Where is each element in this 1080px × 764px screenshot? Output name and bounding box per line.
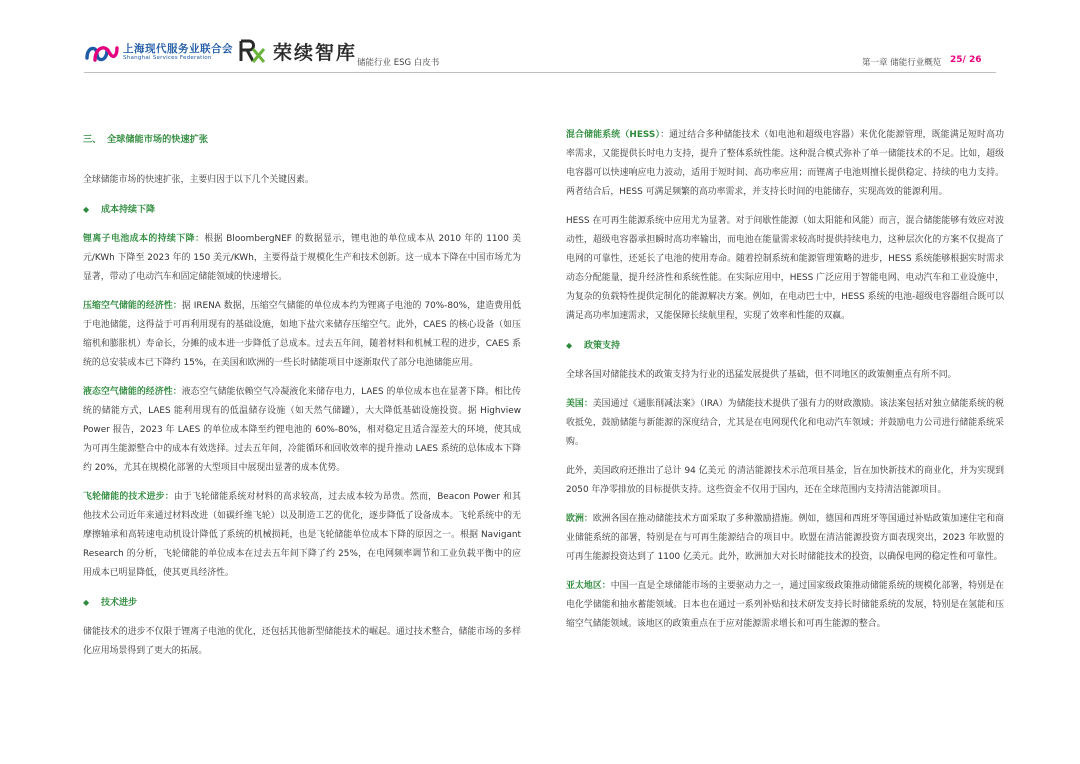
paragraph-body: 液态空气储能依赖空气冷凝液化来储存电力，LAES 的单位成本也在显著下降。相比传统的储能方式，LAES 能利用现有的低温储存设施（如天然气储罐），大大降低基础设施投资。据 Highview Power 报告，2023 年 LAES 的单位成本降至约锂电池的 60%-80%，相对稳定且适合湿差大的环境，使其成为可再生能源整合中的成本有效选择。过去五年间，冷能循环和回收效率的提升推动 LAES 系统的总体成本下降约 20%，尤其在规模化部署的大型项目中展现出显著的成本优势。 [83, 387, 522, 473]
paragraph-flywheel [83, 488, 521, 583]
header-divider [84, 72, 996, 73]
paragraph-lead: 欧洲： [566, 514, 593, 524]
right-column [566, 126, 1004, 644]
section-title: 全球储能市场的快速扩张 [107, 134, 209, 145]
document-title: 储能行业 ESG 白皮书 [357, 58, 440, 68]
paragraph-lead: 亚太地区： [566, 581, 611, 591]
subheading-tech [83, 593, 521, 613]
paragraph-hess-application: HESS 在可再生能源系统中应用尤为显著。对于间歇性能源（如太阳能和风能）而言，混合储能能够有效应对波动性，超级电容器承担瞬时高功率输出，而电池在能量需求较高时提供持续电力，这种层次化的方案不仅提高了电网的可靠性，还延长了电池的使用寿命。随着控制系统和能源管理策略的进步，HESS 系统能够根据实时需求动态分配能量，提升经济性和系统性能。在实际应用中，HESS 广泛应用于智能电网、电动汽车和工业设施中，为复杂的负载特性提供定制化的能源解决方案。例如，在电动巴士中，HESS 系统的电池-超级电容器组合既可以满足高功率加速需求，又能保障长续航里程，实现了效率和性能的双赢。 [566, 216, 1004, 321]
paragraph-lead: 锂离子电池成本的持续下降： [83, 234, 205, 244]
subheading-cost [83, 200, 521, 220]
paragraph-laes [83, 383, 521, 478]
section-number: 三、 [83, 134, 102, 145]
paragraph-apac [566, 577, 1004, 634]
paragraph-lithium [83, 230, 521, 287]
paragraph-body: 据 IRENA 数据，压缩空气储能的单位成本约为锂离子电池的 70%-80%，建造费用低于电池储能，这得益于可再利用现有的基础设施，如地下盐穴来储存压缩空气。此外，CAES 的核心设备（如压缩机和膨胀机）寿命长，分摊的成本进一步降低了总成本。过去五年间，随着材料和机械工程的进步，CAES 系统的总安装成本已下降约 15%，在美国和欧洲的一些长时储能项目中逐渐取代了部分电池储能应用。 [83, 301, 522, 368]
paragraph-lead: 压缩空气储能的经济性： [83, 301, 182, 311]
paragraph-body: 美国通过《通胀削减法案》（IRA）为储能技术提供了强有力的财政激励。该法案包括对独立储能系统的税收抵免，鼓励储能与新能源的深度结合，尤其是在电网现代化和电动汽车领域；并鼓励电力公司进行储能系统采购。 [566, 399, 1005, 447]
paragraph-lead: 液态空气储能的经济性： [83, 387, 182, 397]
subheading-label: 成本持续下降 [101, 205, 156, 215]
federation-logo-icon [84, 38, 120, 66]
org-name-cn: 上海现代服务业联合会 [123, 43, 233, 55]
subheading-label: 技术进步 [101, 598, 138, 608]
paragraph-body: 中国一直是全球储能市场的主要驱动力之一，通过国家级政策推动储能系统的规模化部署，特别是在电化学储能和抽水蓄能领域。日本也在通过一系列补贴和技术研发支持长时储能系统的发展，特别是在氢能和压缩空气储能领域。该地区的政策重点在于应对能源需求增长和可再生能源的整合。 [566, 581, 1004, 629]
page-header [0, 0, 1080, 80]
chapter-title: 第一章 储能行业概览 [862, 58, 942, 68]
subheading-label: 政策支持 [584, 341, 621, 351]
paragraph-body: ：通过结合多种储能技术（如电池和超级电容器）来优化能源管理，既能满足短时高功率需求，又能提供长时电力支持，提升了整体系统性能。这种混合模式弥补了单一储能技术的不足。比如，超级电容器可以快速响应电力波动，适用于短时间、高功率应用；而锂离子电池则擅长提供稳定、持续的电力支持。两者结合后，HESS 可满足频繁的高功率需求，并支持长时间的电能储存，实现高效的能源利用。 [566, 130, 1004, 197]
section-heading [83, 130, 521, 149]
paragraph-lead: 混合储能系统（HESS） [566, 130, 661, 140]
paragraph-hess [566, 126, 1004, 202]
paragraph-body: 根据 BloombergNEF 的数据显示，锂电池的单位成本从 2010 年的 1100 美元/KWh 下降至 2023 年的 150 美元/KWh，主要得益于规模化生产和技术创新。这一成本下降在中国市场尤为显著，带动了电动汽车和固定储能领域的快速增长。 [83, 234, 521, 282]
intro-paragraph: 全球储能市场的快速扩张，主要归因于以下几个关键因素。 [83, 175, 314, 185]
brand-name: 荣续智库 [273, 42, 358, 64]
brand-logo-icon [238, 38, 266, 64]
paragraph-caes [83, 297, 521, 373]
page-number: 25/ 26 [950, 55, 982, 65]
paragraph-body: 欧洲各国在推动储能技术方面采取了多种激励措施。例如，德国和西班牙等国通过补贴政策加速住宅和商业储能系统的部署，特别是在与可再生能源结合的项目中。欧盟在清洁能源投资方面表现突出，2023 年欧盟的可再生能源投资达到了 1100 亿美元。此外，欧洲加大对长时储能技术的投资，以确保电网的稳定性和可靠性。 [566, 514, 1005, 562]
paragraph-body: 由于飞轮储能系统对材料的高求较高，过去成本较为昂贵。然而，Beacon Power 和其他技术公司近年来通过材料改进（如碳纤维飞轮）以及制造工艺的优化，逐步降低了设备成本。飞轮系统中的无摩擦轴承和高转速电动机设计降低了系统的机械损耗，也是飞轮储能单位成本下降的原因之一。根据 Navigant Research 的分析，飞轮储能的单位成本在过去五年间下降了约 25%，在电网频率调节和工业负载平衡中的应用成本已明显降低，使其更具经济性。 [83, 492, 521, 578]
subheading-policy [566, 336, 1004, 356]
paragraph-usa-funding: 此外，美国政府还推出了总计 94 亿美元 的清洁能源技术示范项目基金，旨在加快新技术的商业化，并为实现到 2050 年净零排放的目标提供支持。这些资金不仅用于国内，还在全球范围内支持清洁能源项目。 [566, 466, 1004, 495]
diamond-bullet-icon: ◆ [566, 341, 573, 350]
diamond-bullet-icon: ◆ [83, 598, 90, 607]
paragraph-lead: 美国： [566, 399, 593, 409]
paragraph-lead: 飞轮储能的技术进步： [83, 492, 174, 502]
org-name-en: Shanghai Services Federation [123, 55, 212, 61]
paragraph-tech: 储能技术的进步不仅限于锂离子电池的优化，还包括其他新型储能技术的崛起。通过技术整合，储能市场的多样化应用场景得到了更大的拓展。 [83, 627, 521, 656]
paragraph-policy-intro: 全球各国对储能技术的政策支持为行业的迅猛发展提供了基础，但不同地区的政策侧重点有所不同。 [566, 370, 957, 380]
diamond-bullet-icon: ◆ [83, 205, 90, 214]
paragraph-europe [566, 510, 1004, 567]
paragraph-usa [566, 395, 1004, 452]
left-column [83, 130, 521, 671]
